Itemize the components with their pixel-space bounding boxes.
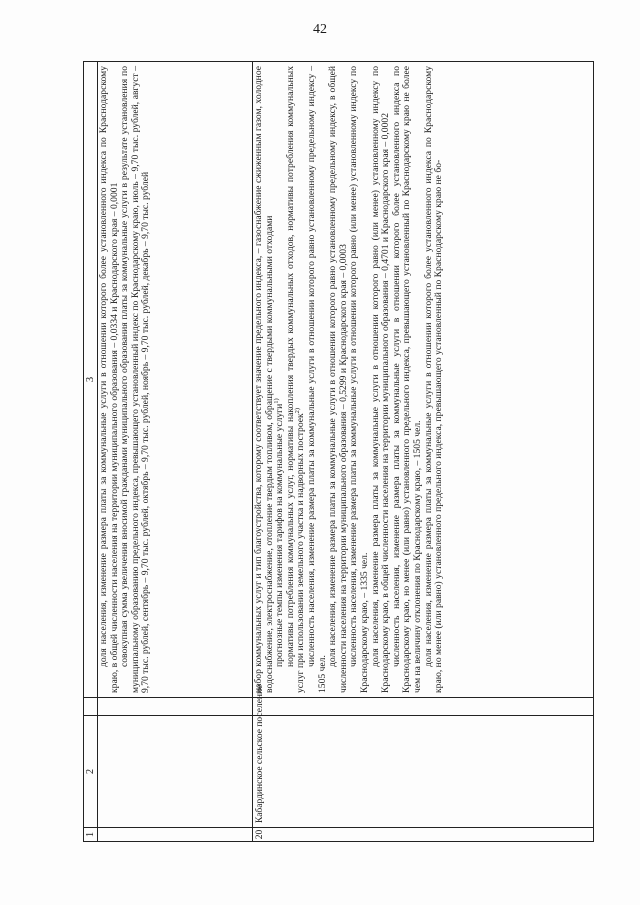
paragraph: численность населения, изменение размера платы за коммунальные услуги в отношении которого более установленного индекса по Краснодарскому краю, но менее (или равно) установленного предельного индекса, превышающего установленный по Краснодарскому краю не более чем на величину отклонения по Краснодарскому краю, – 1505 чел. xyxy=(390,66,423,693)
paragraph-text: нормативы потребления коммунальных услуг, нормативы накопления твердых коммунальных отходов, нормативы потребления коммунальных услуг при использовании земельного участка и надворных построек xyxy=(284,66,307,693)
paragraph: доля населения, изменение размера платы за коммунальные услуги в отношении которого более установленного индекса по Краснодарскому краю, но менее (или равно) установленного предельного индекса, превышающего установленный по Краснодарскому краю не бо- xyxy=(422,66,445,693)
paragraph: набор коммунальных услуг и тип благоустройства, которому соответствует значение предельного индекса, – газоснабжение сжиженным газом, холодное водоснабжение, электроснабжение, отопление твердым топливом, обращение с твердыми коммунальными отходами xyxy=(253,66,275,693)
table-row xyxy=(98,62,253,842)
indicators-cell xyxy=(98,62,253,698)
tariff-table xyxy=(83,61,594,842)
municipality-name: Кабардинское сельское поселение xyxy=(253,716,594,828)
empty-cell xyxy=(253,698,594,716)
paragraph: численность населения, изменение размера платы за коммунальные услуги в отношении которого равно установленному предельному индексу – 1505 чел. xyxy=(305,66,328,693)
paragraph: совокупная сумма увеличения вносимой гражданами муниципального образования платы за коммунальные услуги в результате установления по муниципальному образованию предельного индекса, превышающего установленный индекс по Краснодарскому краю, июль – 9,70 тыс. рублей, август – 9,70 тыс. рублей, сентябрь – 9,70 тыс. рублей, октябрь – 9,70 тыс. рублей, ноябрь – 9,70 тыс. рублей, декабрь – 9,70 тыс. рублей xyxy=(119,66,152,693)
row-number xyxy=(98,828,253,842)
header-col-2: 2 xyxy=(84,716,98,828)
paragraph: доля населения, изменение размера платы за коммунальные услуги в отношении которого равно (или менее) установленному индексу по Краснодарскому краю, в общей численности населения на территории муниципального образования – 0,4701 и Краснодарского края – 0,0002 xyxy=(369,66,392,693)
header-col-2b xyxy=(84,698,98,716)
footnote-mark: 1) xyxy=(273,398,280,404)
table-row xyxy=(253,62,594,842)
indicators-cell xyxy=(253,62,594,698)
paragraph xyxy=(286,66,307,693)
empty-cell xyxy=(98,698,253,716)
header-col-3: 3 xyxy=(84,62,98,698)
header-col-1: 1 xyxy=(84,828,98,842)
paragraph: доля населения, изменение размера платы за коммунальные услуги в отношении которого более установленного индекса по Краснодарскому краю, в общей численности населения на территории муниципального образования – 0,0334 и Краснодарского края – 0,0001 xyxy=(98,66,120,693)
table-sheet xyxy=(83,62,594,842)
paragraph: численность населения, изменение размера платы за коммунальные услуги в отношении которого равно (или менее) установленному индексу по Краснодарскому краю, – 1335 чел. xyxy=(348,66,370,693)
paragraph-text: прогнозные темпы изменения тарифов на коммунальные услуги xyxy=(274,403,286,667)
footnote-mark: 2) xyxy=(294,407,302,414)
row-number: 20 xyxy=(253,828,594,842)
rotated-table-area xyxy=(83,62,594,842)
municipality-name xyxy=(98,716,253,828)
page-number: 42 xyxy=(313,22,327,37)
paragraph: доля населения, изменение размера платы за коммунальные услуги в отношении которого равно установленному предельному индексу, в общей численности населения на территории муниципального образования – 0,5299 и Краснодарского края – 0,0003 xyxy=(327,66,349,693)
header-row xyxy=(84,62,98,842)
